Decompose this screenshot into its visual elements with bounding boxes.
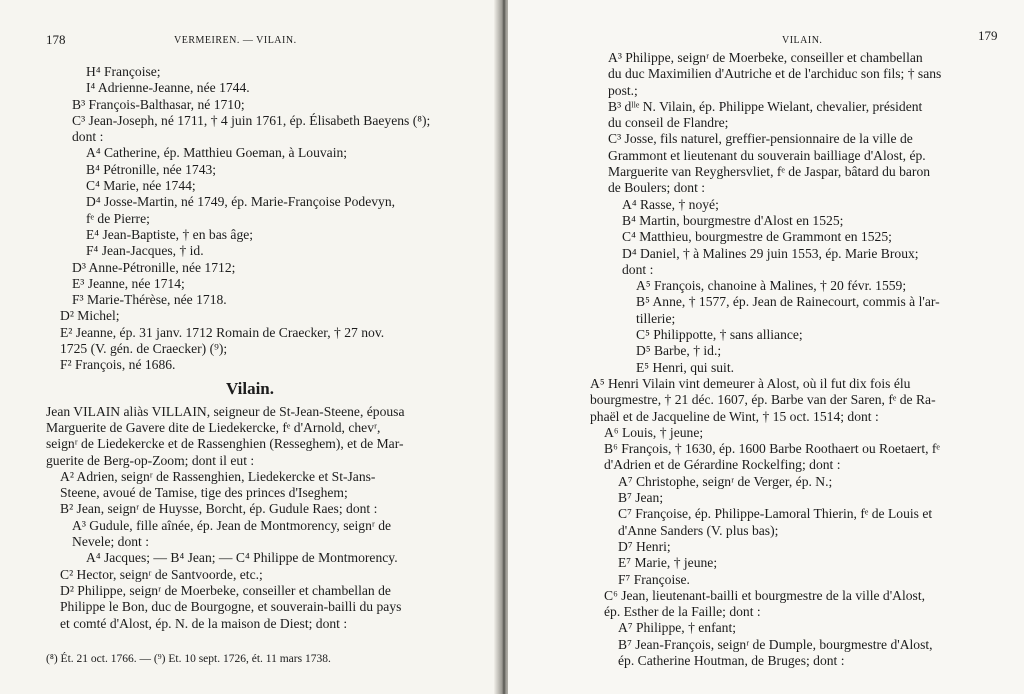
text-line: bourgmestre, † 21 déc. 1607, ép. Barbe van der Saren, fᵉ de Ra- xyxy=(590,392,936,408)
text-line: d'Anne Sanders (V. plus bas); xyxy=(618,522,779,538)
text-line: tillerie; xyxy=(636,310,676,326)
right-page xyxy=(508,0,1024,694)
right-text-body xyxy=(508,50,1024,669)
text-line: H⁴ Françoise; xyxy=(86,64,161,79)
text-line: B⁷ Jean-François, seignʳ de Dumple, bourgmestre d'Alost, xyxy=(618,636,933,652)
text-line: A⁵ Henri Vilain vint demeurer à Alost, où il fut dix fois élu xyxy=(590,375,911,391)
text-line: B⁶ François, † 1630, ép. 1600 Barbe Roothaert ou Roetaert, fᵉ xyxy=(604,441,940,457)
text-line: ép. Catherine Houtman, de Bruges; dont : xyxy=(618,652,845,668)
page-number: 179 xyxy=(978,28,998,43)
text-line: A⁶ Louis, † jeune; xyxy=(604,424,704,440)
text-line: E⁵ Henri, qui suit. xyxy=(636,359,734,375)
text-line: F⁴ Jean-Jacques, † id. xyxy=(86,243,204,259)
running-head: VERMEIREN. — VILAIN. xyxy=(174,35,297,46)
text-line: D⁴ Josse-Martin, né 1749, ép. Marie-Françoise Podevyn, xyxy=(86,194,396,210)
text-line: F² François, né 1686. xyxy=(60,357,176,373)
text-line: A⁴ Catherine, ép. Matthieu Goeman, à Louvain; xyxy=(86,145,348,161)
text-line: E² Jeanne, ép. 31 janv. 1712 Romain de Craecker, † 27 nov. xyxy=(60,324,385,340)
text-line: Marguerite van Reyghersvliet, fᵉ de Jaspar, bâtard du baron xyxy=(608,164,931,180)
left-text-body xyxy=(0,64,500,632)
text-line: F³ Marie-Thérèse, née 1718. xyxy=(72,292,227,308)
text-line: D⁵ Barbe, † id.; xyxy=(636,343,722,359)
text-line: phaël et de Jacqueline de Wint, † 15 oct. 1514; dont : xyxy=(590,408,879,424)
text-line: dont : xyxy=(72,129,104,145)
text-line: de Boulers; dont : xyxy=(608,180,706,196)
text-line: Nevele; dont : xyxy=(72,534,150,550)
text-line: d'Adrien et de Gérardine Rockelfing; dont : xyxy=(604,457,841,473)
text-line: Jean VILAIN aliàs VILLAIN, seigneur de St-Jean-Steene, épousa xyxy=(46,403,405,419)
text-line: post.; xyxy=(608,82,638,98)
text-line: du duc Maximilien d'Autriche et de l'archiduc son fils; † sans xyxy=(608,66,942,82)
text-line: A³ Philippe, seignʳ de Moerbeke, conseiller et chambellan xyxy=(608,50,923,65)
section-heading: Vilain. xyxy=(225,378,275,398)
text-line: A⁴ Jacques; — B⁴ Jean; — C⁴ Philippe de Montmorency. xyxy=(86,550,398,566)
text-line: dont : xyxy=(622,261,654,277)
text-line: Philippe le Bon, duc de Bourgogne, et souverain-bailli du pays xyxy=(60,599,402,615)
text-line: D⁴ Daniel, † à Malines 29 juin 1553, ép. Marie Broux; xyxy=(622,245,919,261)
text-line: A⁷ Christophe, seignʳ de Verger, ép. N.; xyxy=(618,473,833,489)
text-line: ép. Esther de la Faille; dont : xyxy=(604,604,761,620)
left-page xyxy=(0,0,500,694)
text-line: I⁴ Adrienne-Jeanne, née 1744. xyxy=(86,80,250,96)
text-line: D² Michel; xyxy=(60,308,120,324)
text-line: C⁴ Matthieu, bourgmestre de Grammont en 1525; xyxy=(622,229,892,245)
text-line: A⁵ François, chanoine à Malines, † 20 févr. 1559; xyxy=(636,278,907,294)
text-line: A⁴ Rasse, † noyé; xyxy=(622,196,719,212)
text-line: D³ Anne-Pétronille, née 1712; xyxy=(72,259,236,275)
text-line: A⁷ Philippe, † enfant; xyxy=(618,620,737,636)
text-line: 1725 (V. gén. de Craecker) (⁹); xyxy=(60,341,228,357)
text-line: seignʳ de Liedekercke et de Rassenghien (Resseghem), et de Mar- xyxy=(46,436,404,452)
text-line: C⁴ Marie, née 1744; xyxy=(86,178,196,194)
text-line: A³ Gudule, fille aînée, ép. Jean de Montmorency, seignʳ de xyxy=(72,517,392,533)
text-line: Steene, avoué de Tamise, tige des princes d'Iseghem; xyxy=(60,485,348,501)
running-head: VILAIN. xyxy=(782,35,823,46)
text-line: F⁷ Françoise. xyxy=(618,571,690,587)
text-line: C³ Josse, fils naturel, greffier-pensionnaire de la ville de xyxy=(608,131,913,147)
text-line: C⁷ Françoise, ép. Philippe-Lamoral Thierin, fᵉ de Louis et xyxy=(618,506,933,522)
text-line: C² Hector, seignʳ de Santvoorde, etc.; xyxy=(60,566,263,582)
text-line: E³ Jeanne, née 1714; xyxy=(72,275,185,291)
text-line: Marguerite de Gavere dite de Liedekercke, fᵉ d'Arnold, chevʳ, xyxy=(46,419,381,435)
text-line: fᵉ de Pierre; xyxy=(86,210,150,226)
footnote: (⁸) Ét. 21 oct. 1766. — (⁹) Et. 10 sept. 1726, ét. 11 mars 1738. xyxy=(46,653,331,665)
text-line: B⁴ Pétronille, née 1743; xyxy=(86,161,217,177)
text-line: B³ François-Balthasar, né 1710; xyxy=(72,96,245,112)
text-line: D² Philippe, seignʳ de Moerbeke, conseiller et chambellan de xyxy=(60,582,391,598)
text-line: du conseil de Flandre; xyxy=(608,115,729,131)
text-line: B³ dˡˡᵉ N. Vilain, ép. Philippe Wielant, chevalier, président xyxy=(608,98,923,114)
text-line: B⁴ Martin, bourgmestre d'Alost en 1525; xyxy=(622,212,844,228)
text-line: E⁴ Jean-Baptiste, † en bas âge; xyxy=(86,226,254,242)
text-line: A² Adrien, seignʳ de Rassenghien, Liedekercke et St-Jans- xyxy=(60,468,376,484)
text-line: E⁷ Marie, † jeune; xyxy=(618,555,718,571)
text-line: guerite de Berg-op-Zoom; dont il eut : xyxy=(46,452,255,468)
text-line: B² Jean, seignʳ de Huysse, Borcht, ép. Gudule Raes; dont : xyxy=(60,501,378,517)
text-line: D⁷ Henri; xyxy=(618,538,671,554)
text-line: C³ Jean-Joseph, né 1711, † 4 juin 1761, ép. Élisabeth Baeyens (⁸); xyxy=(72,112,431,128)
text-line: C⁵ Philippotte, † sans alliance; xyxy=(636,327,803,343)
text-line: B⁵ Anne, † 1577, ép. Jean de Rainecourt, commis à l'ar- xyxy=(636,294,940,310)
text-line: Grammont et lieutenant du souverain bailliage d'Alost, ép. xyxy=(608,147,926,163)
text-line: B⁷ Jean; xyxy=(618,490,664,506)
page-number: 178 xyxy=(46,32,66,47)
text-line: C⁶ Jean, lieutenant-bailli et bourgmestre de la ville d'Alost, xyxy=(604,587,926,603)
text-line: et comté d'Alost, ép. N. de la maison de Diest; dont : xyxy=(60,615,348,631)
